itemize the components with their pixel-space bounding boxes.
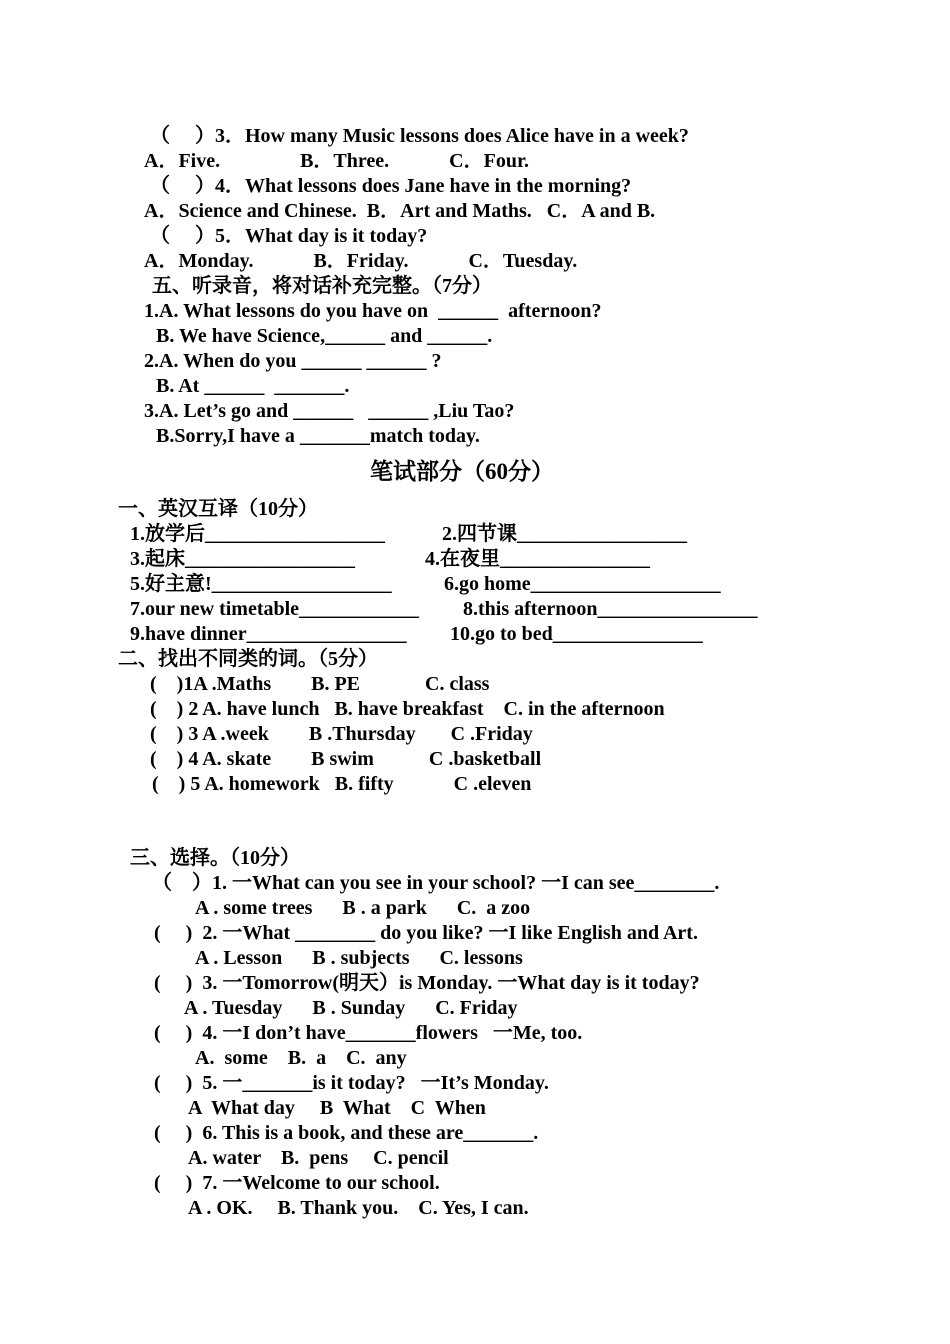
choice-options: A . Lesson B . subjects C. lessons — [195, 947, 523, 969]
choice-options: A . Tuesday B . Sunday C. Friday — [184, 997, 518, 1019]
question-3: （ ）3．How many Music lessons does Alice have in a week? — [150, 125, 689, 147]
section-5-heading: 五、听录音，将对话补充完整。（7分） — [152, 275, 492, 297]
choice-options: A What day B What C When — [188, 1097, 486, 1119]
translation-item: 3.起床_________________ — [130, 548, 355, 570]
choice-options: A . OK. B. Thank you. C. Yes, I can. — [188, 1197, 529, 1219]
odd-one-out-item: ( ) 2 A. have lunch B. have breakfast C. in the afternoon — [150, 698, 665, 720]
choice-question: ( ) 3. 一Tomorrow(明天）is Monday. 一What day is it today? — [154, 972, 700, 994]
written-part-title: 笔试部分（60分） — [370, 459, 554, 484]
translation-item: 1.放学后__________________ — [130, 523, 385, 545]
choice-question: ( ) 6. This is a book, and these are_______. — [154, 1122, 539, 1144]
translation-item: 10.go to bed_______________ — [450, 623, 703, 645]
translation-item: 5.好主意!__________________ — [130, 573, 392, 595]
dialogue-line: B. At ______ _______. — [156, 375, 350, 397]
choice-options: A . some trees B . a park C. a zoo — [195, 897, 531, 919]
odd-one-out-item: ( )1A .Maths B. PE C. class — [150, 673, 490, 695]
dialogue-line: B.Sorry,I have a _______match today. — [156, 425, 480, 447]
dialogue-line: 1.A. What lessons do you have on ______ afternoon? — [144, 300, 602, 322]
question-4-options: A．Science and Chinese. B．Art and Maths. C．A and B. — [144, 200, 656, 222]
choice-question: ( ) 2. 一What ________ do you like? 一I like English and Art. — [154, 922, 698, 944]
choice-question: ( ) 7. 一Welcome to our school. — [154, 1172, 440, 1194]
translation-item: 2.四节课_________________ — [442, 523, 687, 545]
section-1-heading: 一、英汉互译（10分） — [118, 498, 318, 520]
odd-one-out-item: ( ) 3 A .week B .Thursday C .Friday — [150, 723, 533, 745]
odd-one-out-item: ( ) 4 A. skate B swim C .basketball — [150, 748, 542, 770]
translation-item: 8.this afternoon________________ — [463, 598, 758, 620]
choice-question: （ ）1. 一What can you see in your school? 一I can see________. — [152, 872, 720, 894]
choice-question: ( ) 4. 一I don’t have_______flowers 一Me, too. — [154, 1022, 583, 1044]
odd-one-out-item: ( ) 5 A. homework B. fifty C .eleven — [152, 773, 532, 795]
dialogue-line: 3.A. Let’s go and ______ ______ ,Liu Tao? — [144, 400, 515, 422]
translation-item: 4.在夜里_______________ — [425, 548, 650, 570]
question-5-options: A．Monday. B．Friday. C．Tuesday. — [144, 250, 578, 272]
dialogue-line: B. We have Science,______ and ______. — [156, 325, 493, 347]
question-4: （ ）4．What lessons does Jane have in the morning? — [150, 175, 632, 197]
translation-item: 6.go home___________________ — [444, 573, 721, 595]
choice-options: A. water B. pens C. pencil — [188, 1147, 449, 1169]
choice-options: A. some B. a C. any — [195, 1047, 407, 1069]
dialogue-line: 2.A. When do you ______ ______ ? — [144, 350, 442, 372]
translation-item: 7.our new timetable____________ — [130, 598, 420, 620]
section-2-heading: 二、找出不同类的词。（5分） — [118, 648, 378, 670]
question-5: （ ）5．What day is it today? — [150, 225, 428, 247]
question-3-options: A．Five. B．Three. C．Four. — [144, 150, 529, 172]
choice-question: ( ) 5. 一_______is it today? 一It’s Monday. — [154, 1072, 549, 1094]
translation-item: 9.have dinner________________ — [130, 623, 407, 645]
section-3-heading: 三、选择。（10分） — [130, 847, 300, 869]
